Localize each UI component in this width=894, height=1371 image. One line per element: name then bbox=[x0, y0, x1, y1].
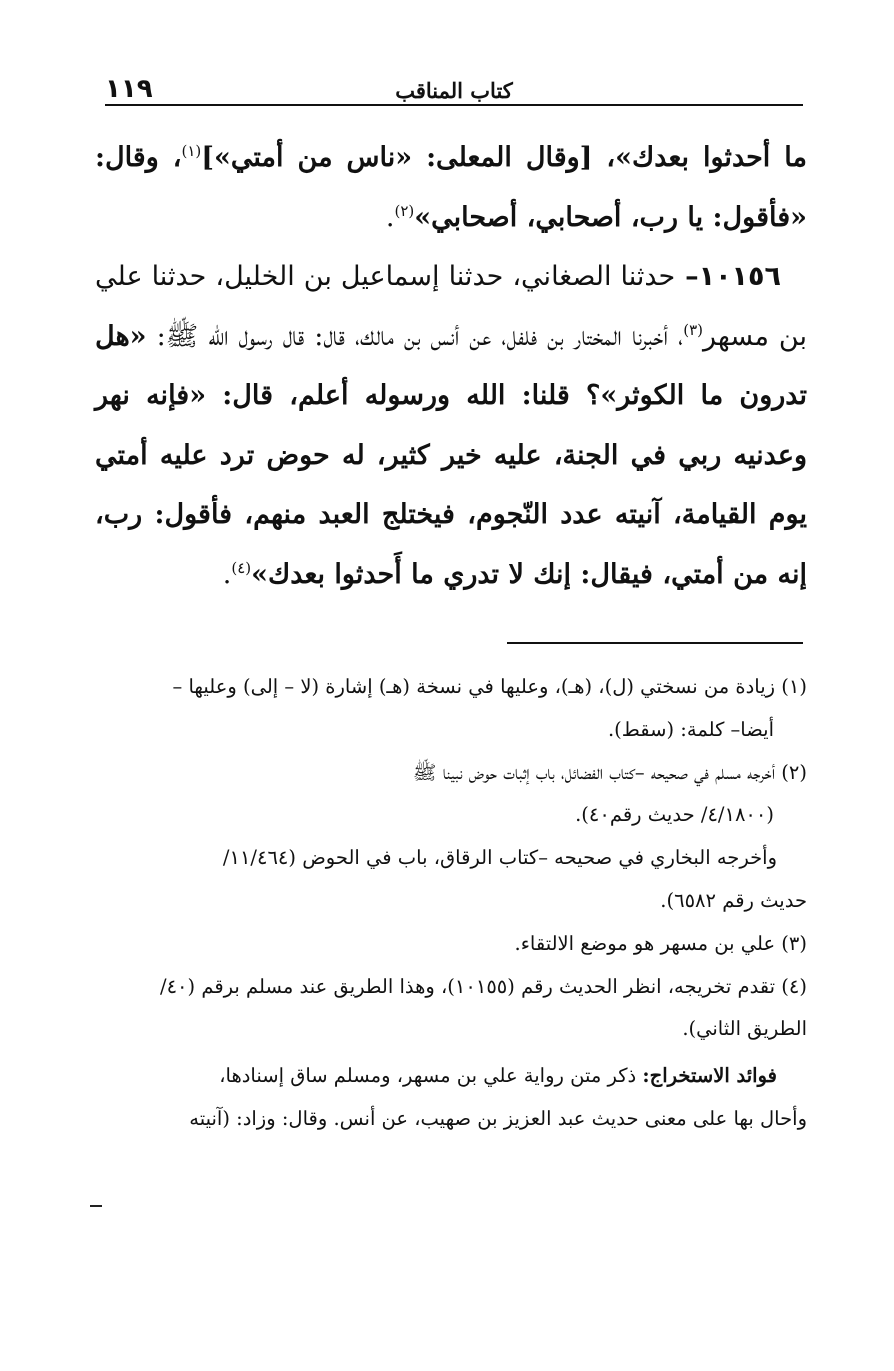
paragraph-continuation bbox=[95, 128, 807, 247]
header-rule bbox=[105, 104, 803, 106]
fawaid-label: فوائد الاستخراج: bbox=[642, 1064, 777, 1088]
footnote-ref-1: (١) bbox=[181, 142, 202, 160]
hadith-number: ١٠١٥٦ bbox=[698, 261, 781, 292]
fawaid-line bbox=[92, 1055, 807, 1098]
text-segment: . bbox=[222, 558, 232, 590]
main-text bbox=[95, 128, 807, 604]
matn-text: «هل تدرون ما الكوثر»؟ قلنا: الله ورسوله أعلم، قال: «فإنه نهر وعدنيه ربي في الجنة، عليه خير كثير، له حوض ترد عليه أمتي يوم القيامة، آنيته عدد النّجوم، فيختلج العبد منهم، فأقول: رب، إنه من أمتي، فيقال: إنك لا تدري ما أَحدثوا بعدك» bbox=[95, 320, 807, 590]
footnote-ref-2: (٢) bbox=[394, 201, 415, 220]
number-dash: – bbox=[675, 261, 699, 292]
footnote-3: (٣) علي بن مسهر هو موضع الالتقاء. bbox=[514, 931, 807, 955]
continuation-dash bbox=[90, 1205, 102, 1207]
page-header bbox=[105, 72, 803, 106]
text-segment: . bbox=[385, 201, 395, 233]
isnad-text: ، أخبرنا المختار بن فلفل، عن أنس بن مالك، قال: قال رسول الله ﷺ: bbox=[146, 320, 684, 352]
bracketed-addition: [وقال المعلى: «ناس من أمتي»] bbox=[201, 142, 593, 173]
isnad-text: حدثنا الصغاني، حدثنا إسماعيل بن الخليل، حدثنا علي بن مسهر bbox=[95, 261, 808, 352]
footnote-2-line: حديث رقم ٦٥٨٢). bbox=[660, 888, 807, 912]
footnote-2-line: (٤/١٨٠٠/ حديث رقم٤٠). bbox=[575, 803, 774, 827]
page-number: ١١٩ bbox=[105, 74, 153, 104]
footnote-4-line: الطريق الثاني). bbox=[682, 1017, 807, 1041]
footnote-separator bbox=[507, 642, 803, 644]
footnote-ref-3: (٣) bbox=[683, 320, 704, 339]
footnote-2-line: (٢) أخرجه مسلم في صحيحه –كتاب الفضائل، باب إثبات حوض نبينا ﷺ bbox=[412, 760, 807, 784]
text-segment: ما أحدثوا بعدك»، bbox=[592, 142, 807, 173]
footnote-1-line: أيضا– كلمة: (سقط). bbox=[607, 717, 774, 741]
footnote-1-line: (١) زيادة من نسختي (ل)، (هـ)، وعليها في نسخة (هـ) إشارة (لا – إلى) وعليها – bbox=[172, 675, 807, 698]
hadith-paragraph bbox=[95, 247, 807, 604]
footnotes bbox=[92, 666, 807, 1141]
fawaid-line: وأحال بها على معنى حديث عبد العزيز بن صهيب، عن أنس. وقال: وزاد: (آنيته bbox=[189, 1106, 807, 1130]
footnote-2-line: وأخرجه البخاري في صحيحه –كتاب الرقاق، باب في الحوض (١١/٤٦٤/ bbox=[222, 846, 777, 870]
fawaid-text: ذكر متن رواية علي بن مسهر، ومسلم ساق إسنادها، bbox=[219, 1064, 643, 1088]
text-segment: ، وقال: «فأقول: يا رب، أصحابي، أصحابي» bbox=[95, 142, 807, 233]
running-title: كتاب المناقب bbox=[395, 78, 513, 103]
footnote-ref-4: (٤) bbox=[231, 558, 252, 577]
footnote-4-line: (٤) تقدم تخريجه، انظر الحديث رقم (١٠١٥٥)، وهذا الطريق عند مسلم برقم (٤٠/ bbox=[160, 974, 807, 998]
